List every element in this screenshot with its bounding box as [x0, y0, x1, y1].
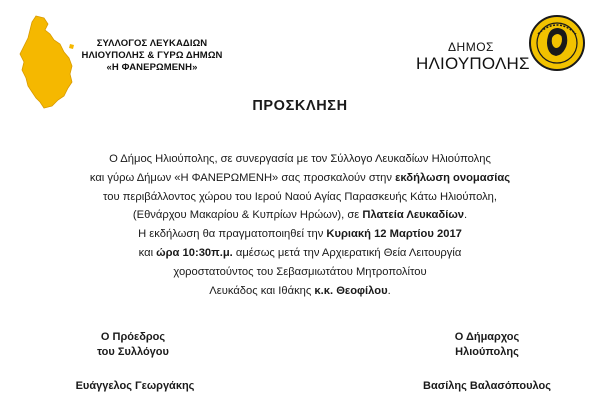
body-line-6-text: αμέσως μετά την Αρχιερατική Θεία Λειτουργία: [232, 246, 462, 259]
body-line-4-text: (Εθνάρχου Μακαρίου & Κυπρίων Ηρώων), σε: [132, 209, 363, 222]
mayor-title-line-2: Ηλιούπολης: [455, 346, 519, 358]
event-name-emphasis: εκδήλωση ονομασίας: [395, 171, 511, 184]
body-line-7-text: χοροστατούντος του Σεβασμιωτάτου Μητροπολίτου: [173, 265, 427, 278]
body-line-1-text: Ο Δήμος Ηλιούπολης, σε συνεργασία με τον Σύλλογο Λευκαδίων Ηλιούπολης: [109, 153, 491, 165]
body-line-8-text: Λευκάδος και Ιθάκης: [209, 284, 315, 297]
municipality-line-2: ΗΛΙΟΥΠΟΛΗΣ: [416, 54, 530, 73]
body-line-4: [20, 206, 580, 225]
body-line-5-text: Η εκδήλωση θα πραγματοποιηθεί την: [138, 228, 327, 241]
municipality-name: [416, 40, 530, 74]
association-line-3: «Η ΦΑΝΕΡΩΜΕΝΗ»: [106, 62, 198, 73]
body-line-2-text: και γύρω Δήμων «Η ΦΑΝΕΡΩΜΕΝΗ» σας προσκαλούν στην: [89, 171, 396, 184]
invitation-title: ΠΡΟΣΚΛΗΣΗ: [252, 98, 348, 114]
president-signature-title: [58, 330, 208, 360]
body-line-3: [20, 188, 580, 207]
association-line-1: ΣΥΛΛΟΓΟΣ ΛΕΥΚΑΔΙΩΝ: [96, 38, 208, 49]
mayor-title-line-1: Ο Δήμαρχος: [454, 331, 520, 343]
body-line-6: [20, 244, 580, 263]
association-line-2: ΗΛΙΟΥΠΟΛΗΣ & ΓΥΡΩ ΔΗΜΩΝ: [81, 50, 223, 61]
president-title-line-1: Ο Πρόεδρος: [100, 331, 166, 343]
bishop-name-emphasis: κ.κ. Θεοφίλου: [314, 284, 388, 297]
president-name: Ευάγγελος Γεωργάκης: [75, 380, 195, 392]
municipality-logo-block: [412, 12, 590, 82]
body-line-1: [20, 150, 580, 169]
body-line-4-end: .: [464, 209, 468, 222]
invitation-body: [20, 150, 580, 300]
municipality-seal-icon: [528, 14, 586, 72]
association-name: [72, 38, 232, 74]
municipality-line-1: ΔΗΜΟΣ: [448, 40, 494, 54]
body-line-3-text: του περιβάλλοντος χώρου του Ιερού Ναού Αγίας Παρασκευής Κάτω Ηλιούπολη,: [103, 190, 497, 203]
body-line-8: [20, 282, 580, 301]
body-line-2: [20, 169, 580, 188]
lefkada-island-shape: [20, 16, 72, 108]
body-line-6-start: και: [138, 246, 157, 259]
mayor-name: Βασίλης Βαλασόπουλος: [423, 380, 551, 392]
body-line-5: [20, 225, 580, 244]
event-time-emphasis: ώρα 10:30π.μ.: [156, 246, 233, 259]
body-line-7: [20, 263, 580, 282]
mayor-signature-title: [412, 330, 562, 360]
president-title-line-2: του Συλλόγου: [97, 346, 169, 358]
event-date-emphasis: Κυριακή 12 Μαρτίου 2017: [326, 228, 462, 241]
body-line-8-end: .: [387, 284, 391, 297]
lefkada-map-icon: [14, 14, 78, 110]
square-name-emphasis: Πλατεία Λευκαδίων: [362, 209, 464, 222]
